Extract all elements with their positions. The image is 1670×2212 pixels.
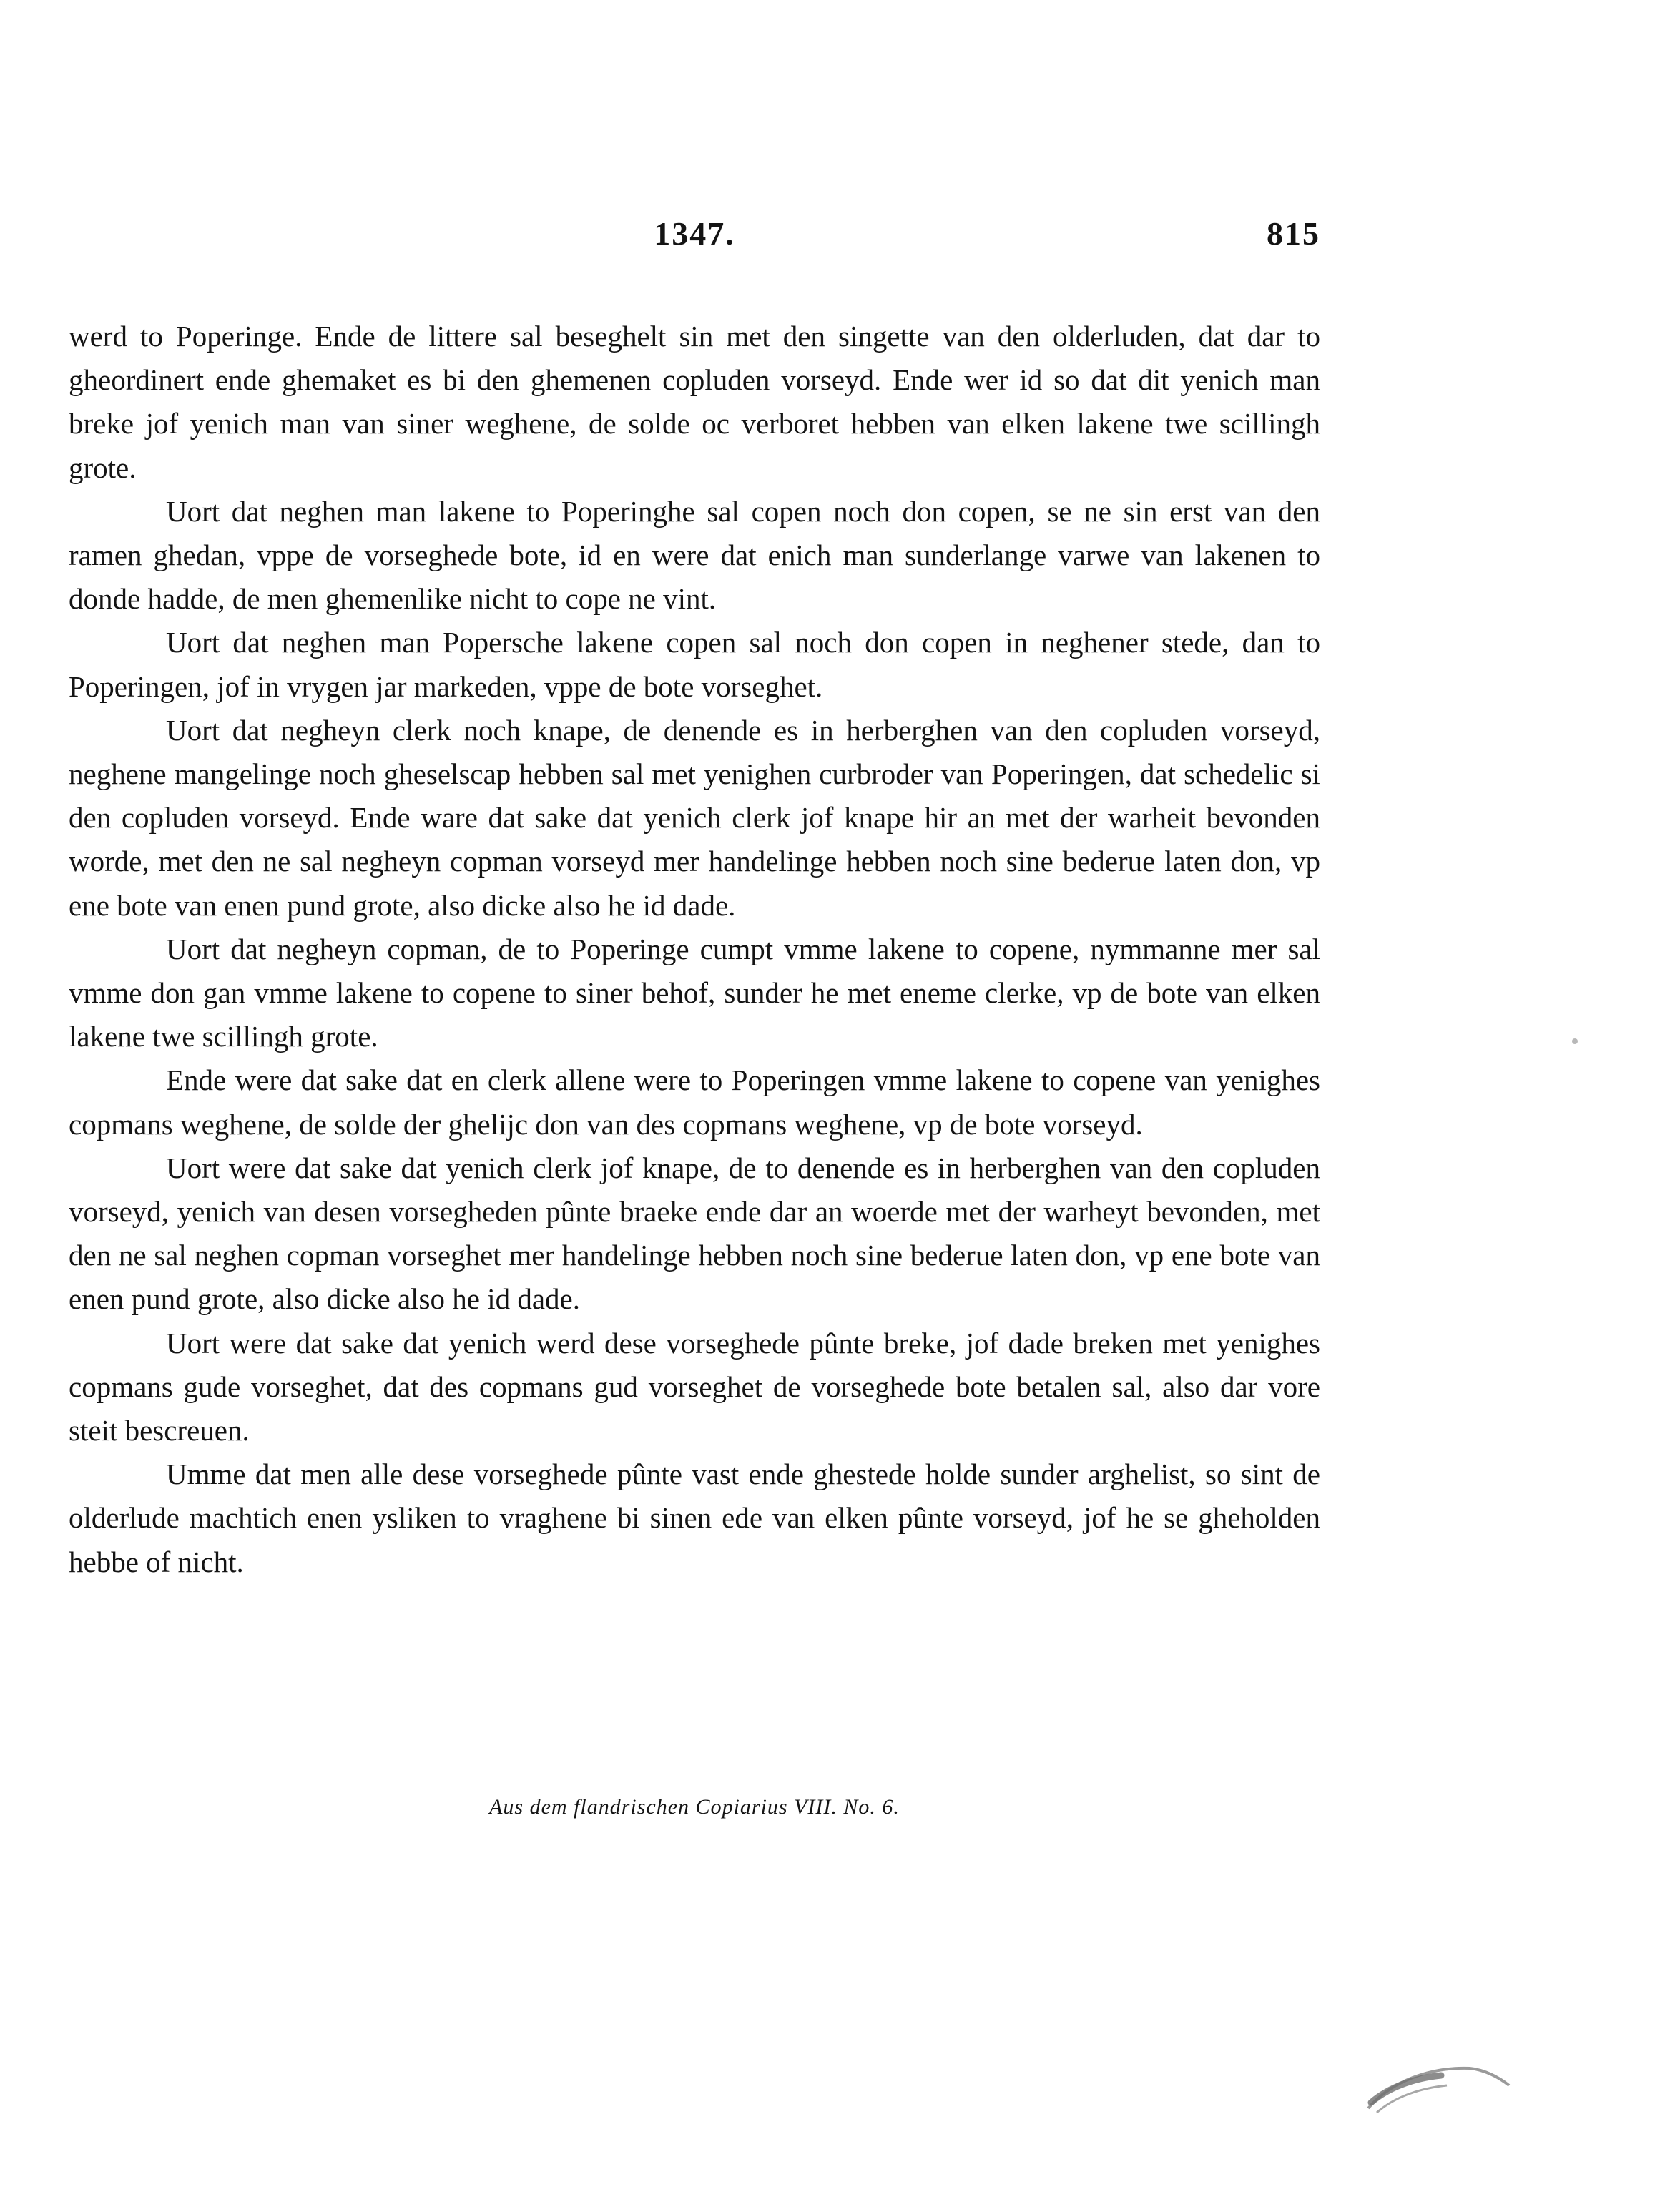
paragraph-6: Ende were dat sake dat en clerk allene were to Poperingen vmme lakene to copene van yenighes copmans weghene, de solde der ghelijc don van des copmans weghene, vp de bote vorseyd.	[69, 1063, 1320, 1141]
paragraph-4: Uort dat negheyn clerk noch knape, de denende es in herberghen van den copluden vorseyd, neghene mangelinge noch gheselscap hebben sal met yenighen curbroder van Poperingen, dat schedelic si den copluden vorseyd. Ende ware dat sake dat yenich clerk jof knape hir an met der warheit bevonden worde, met den ne sal negheyn copman vorseyd mer handelinge hebben noch sine bederue laten don, vp ene bote van enen pund grote, also dicke also he id dade.	[69, 713, 1320, 922]
page-header	[69, 215, 1320, 257]
page-number: 815	[1267, 215, 1320, 252]
paragraph-8: Uort were dat sake dat yenich werd dese vorseghede pûnte breke, jof dade breken met yenighes copmans gude vorseghet, dat des copmans gud vorseghet de vorseghede bote betalen sal, also dar vore steit bescreuen.	[69, 1326, 1320, 1447]
scan-smudge	[1572, 1038, 1578, 1044]
body-text	[69, 315, 1320, 1584]
source-citation: Aus dem flandrischen Copiarius VIII. No. 6.	[489, 1795, 900, 1819]
paragraph-3: Uort dat neghen man Popersche lakene copen sal noch don copen in neghener stede, dan to Poperingen, jof in vrygen jar markeden, vppe de bote vorseghet.	[69, 626, 1320, 703]
header-year: 1347.	[654, 215, 735, 252]
scan-corner-mark	[1362, 2053, 1513, 2117]
paragraph-1: werd to Poperinge. Ende de littere sal beseghelt sin met den singette van den olderluden, dat dar to gheordinert ende ghemaket es bi den ghemenen copluden vorseyd. Ende wer id so dat dit yenich man breke jof yenich man van siner weghene, de solde oc verboret hebben van elken lakene twe scillingh grote.	[69, 320, 1320, 484]
paragraph-2: Uort dat neghen man lakene to Poperinghe sal copen noch don copen, se ne sin erst van den ramen ghedan, vppe de vorseghede bote, id en were dat enich man sunderlange varwe van lakenen to donde hadde, de men ghemenlike nicht to cope ne vint.	[69, 494, 1320, 616]
paragraph-9: Umme dat men alle dese vorseghede pûnte vast ende ghestede holde sunder arghelist, so sint de olderlude machtich enen ysliken to vraghene bi sinen ede van elken pûnte vorseyd, jof he se gheholden hebbe of nicht.	[69, 1458, 1320, 1578]
paragraph-7: Uort were dat sake dat yenich clerk jof knape, de to denende es in herberghen van den copluden vorseyd, yenich van desen vorsegheden pûnte braeke ende dar an woerde met der warheyt bevonden, met den ne sal neghen copman vorseghet mer handelinge hebben noch sine bederue laten don, vp ene bote van enen pund grote, also dicke also he id dade.	[69, 1151, 1320, 1316]
paragraph-5: Uort dat negheyn copman, de to Poperinge cumpt vmme lakene to copene, nymmanne mer sal vmme don gan vmme lakene to copene to siner behof, sunder he met eneme clerke, vp de bote van elken lakene twe scillingh grote.	[69, 932, 1320, 1053]
